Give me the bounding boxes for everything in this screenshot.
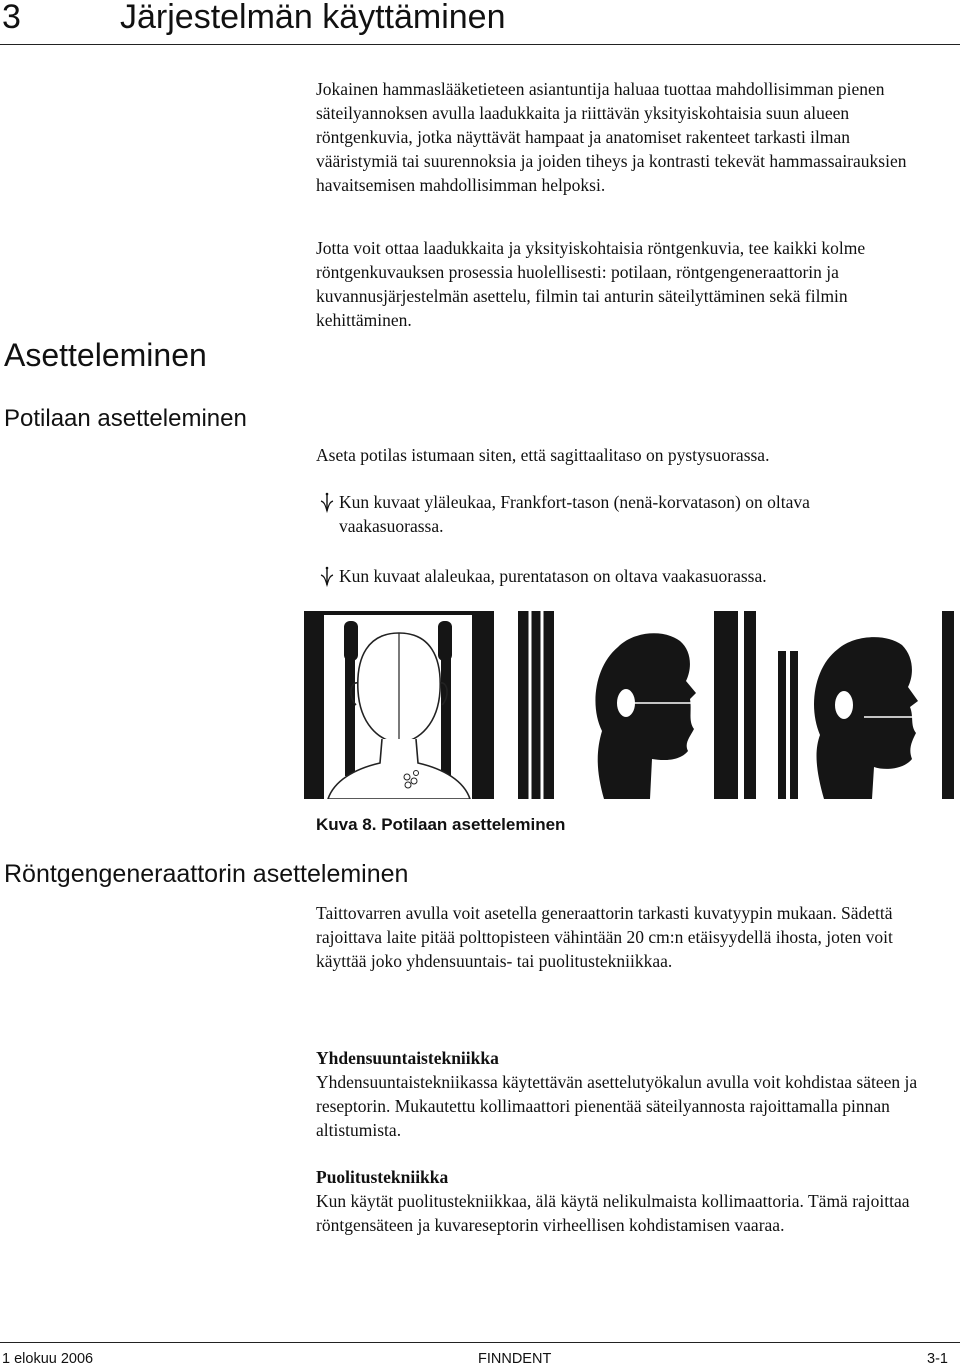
footer-page-number: 3-1 (927, 1351, 948, 1367)
figure-caption: Kuva 8. Potilaan asetteleminen (316, 815, 566, 834)
pointer-icon (318, 490, 336, 514)
section-heading-positioning: Asetteleminen (4, 337, 207, 373)
bullet-item-lower-jaw (318, 564, 918, 588)
intro-paragraph-2: Jotta voit ottaa laadukkaita ja yksityiskohtaisia röntgenkuvia, tee kaikki kolme röntgenkuvauksen prosessia huolellisesti: potilaan, röntgengeneraattorin ja kuvannusjärjestelmän asettelu, filmin tai anturin säteilyttäminen sekä filmin kehittäminen. (316, 238, 866, 330)
footer-divider (0, 1342, 960, 1343)
footer-date: 1 elokuu 2006 (2, 1351, 94, 1367)
side-view-lower-jaw-illustration (744, 611, 954, 799)
bullet-item-upper-jaw (318, 490, 918, 538)
chapter-number: 3 (2, 0, 21, 36)
chapter-title: Järjestelmän käyttäminen (120, 0, 506, 36)
pointer-icon (318, 564, 336, 588)
technique-block-parallel (316, 1046, 936, 1142)
technique-block-bisecting (316, 1165, 936, 1237)
section-heading-generator: Röntgengeneraattorin asetteleminen (4, 860, 409, 888)
bullet-text: Kun kuvaat yläleukaa, Frankfort-tason (nenä-korvatason) on oltava vaakasuorassa. (339, 492, 810, 536)
technique-text: Kun käytät puolitustekniikkaa, älä käytä nelikulmaista kollimaattoria. Tämä rajoittaa röntgensäteen ja kuvareseptorin virheellisen kohdistamisen vaaraa. (316, 1191, 910, 1235)
subsection-heading-patient: Potilaan asetteleminen (4, 405, 247, 432)
bullet-text: Kun kuvaat alaleukaa, purentatason on oltava vaakasuorassa. (339, 566, 767, 586)
patient-positioning-figure (304, 611, 954, 799)
footer-brand: FINNDENT (478, 1351, 552, 1367)
front-view-illustration (304, 611, 494, 799)
side-view-upper-jaw-illustration (518, 611, 738, 799)
technique-title: Puolitustekniikka (316, 1167, 449, 1187)
intro-paragraph-1: Jokainen hammaslääketieteen asiantuntija haluaa tuottaa mahdollisimman pienen säteilyannoksen avulla laadukkaita ja riittävän yksityiskohtaisia suun alueen röntgenkuvia, jotka näyttävät hampaat ja anatomiset rakenteet tarkasti ilman vääristymiä tai suurennoksia ja joiden tiheys ja kontrasti tekevät hammassairauksien havaitsemisen mahdollisimman helpoksi. (316, 79, 907, 195)
technique-text: Yhdensuuntaistekniikassa käytettävän asettelutyökalun avulla voit kohdistaa säteen ja reseptorin. Mukautettu kollimaattori pienentää säteilyannosta rajoittamalla pinnan altistumista. (316, 1072, 918, 1140)
technique-title: Yhdensuuntaistekniikka (316, 1048, 499, 1068)
header-divider (0, 44, 960, 45)
generator-paragraph: Taittovarren avulla voit asetella generaattorin tarkasti kuvatyypin mukaan. Sädettä rajoittava laite pitää polttopisteen vähintään 20 cm:n etäisyydellä ihosta, joten voit käyttää joko yhdensuuntais- tai puolitustekniikkaa. (316, 903, 893, 971)
patient-positioning-instruction: Aseta potilas istumaan siten, että sagittaalitaso on pystysuorassa. (316, 445, 770, 465)
